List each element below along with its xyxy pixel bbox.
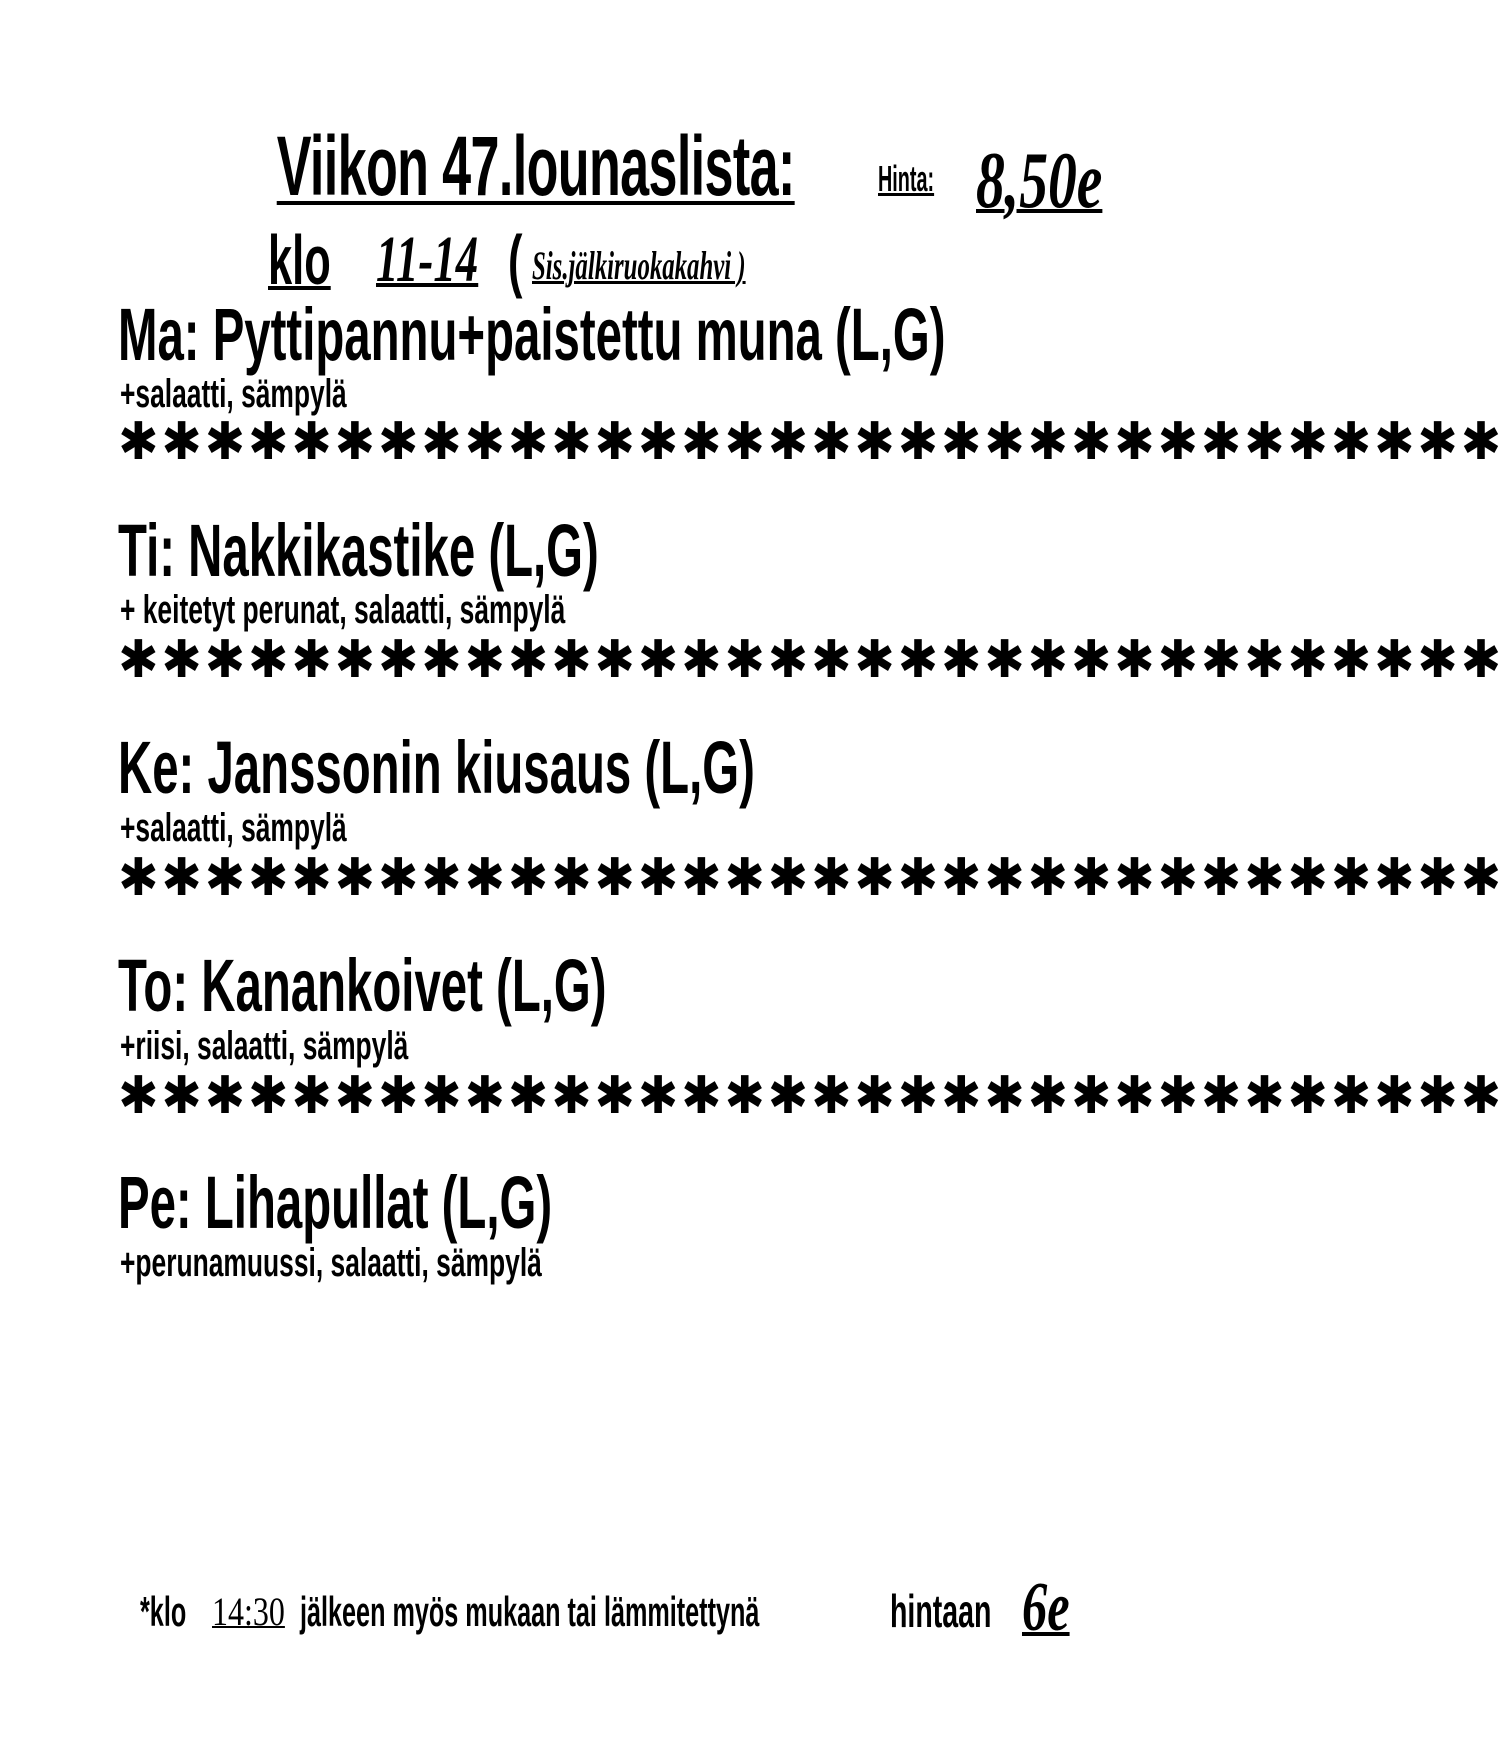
separator-3: ✱✱✱✱✱✱✱✱✱✱✱✱✱✱✱✱✱✱✱✱✱✱✱✱✱✱✱✱✱✱✱✱ (118, 848, 1504, 908)
day-sides-wednesday: +salaatti, sämpylä (120, 806, 347, 850)
footer-prefix: *klo (140, 1588, 187, 1635)
separator-2: ✱✱✱✱✱✱✱✱✱✱✱✱✱✱✱✱✱✱✱✱✱✱✱✱✱✱✱✱✱✱✱✱ (118, 630, 1504, 690)
day-sides-friday: +perunamuussi, salaatti, sämpylä (120, 1241, 542, 1285)
hours-value: 11-14 (376, 223, 479, 296)
footer-price: 6e (1022, 1569, 1070, 1646)
footer-text: jälkeen myös mukaan tai lämmitettynä (300, 1588, 760, 1635)
hours-label: klo (268, 221, 331, 299)
price-value: 8,50e (976, 137, 1103, 225)
footer-price-hint: hintaan (890, 1585, 992, 1637)
separator-4: ✱✱✱✱✱✱✱✱✱✱✱✱✱✱✱✱✱✱✱✱✱✱✱✱✱✱✱✱✱✱✱✱ (118, 1066, 1504, 1126)
title-row (118, 118, 1103, 225)
separator-1: ✱✱✱✱✱✱✱✱✱✱✱✱✱✱✱✱✱✱✱✱✱✱✱✱✱✱✱✱✱✱✱✱ (118, 412, 1504, 472)
page-title: Viikon 47.lounaslista: (276, 119, 795, 213)
day-title-friday: Pe: Lihapullat (L,G) (118, 1161, 553, 1244)
day-sides-tuesday: + keitetyt perunat, salaatti, sämpylä (120, 588, 566, 632)
day-title-thursday: To: Kanankoivet (L,G) (118, 944, 607, 1027)
day-sides-thursday: +riisi, salaatti, sämpylä (120, 1024, 409, 1068)
day-title-wednesday: Ke: Janssonin kiusaus (L,G) (118, 726, 755, 809)
day-title-tuesday: Ti: Nakkikastike (L,G) (118, 509, 599, 592)
footer-time: 14:30 (212, 1589, 285, 1634)
hours-paren: ( (508, 221, 523, 299)
price-label: Hinta: (878, 158, 935, 199)
day-sides-monday: +salaatti, sämpylä (120, 372, 347, 416)
includes-note: Sis.jälkiruokakahvi ) (532, 243, 746, 288)
day-title-monday: Ma: Pyttipannu+paistettu muna (L,G) (118, 293, 946, 376)
